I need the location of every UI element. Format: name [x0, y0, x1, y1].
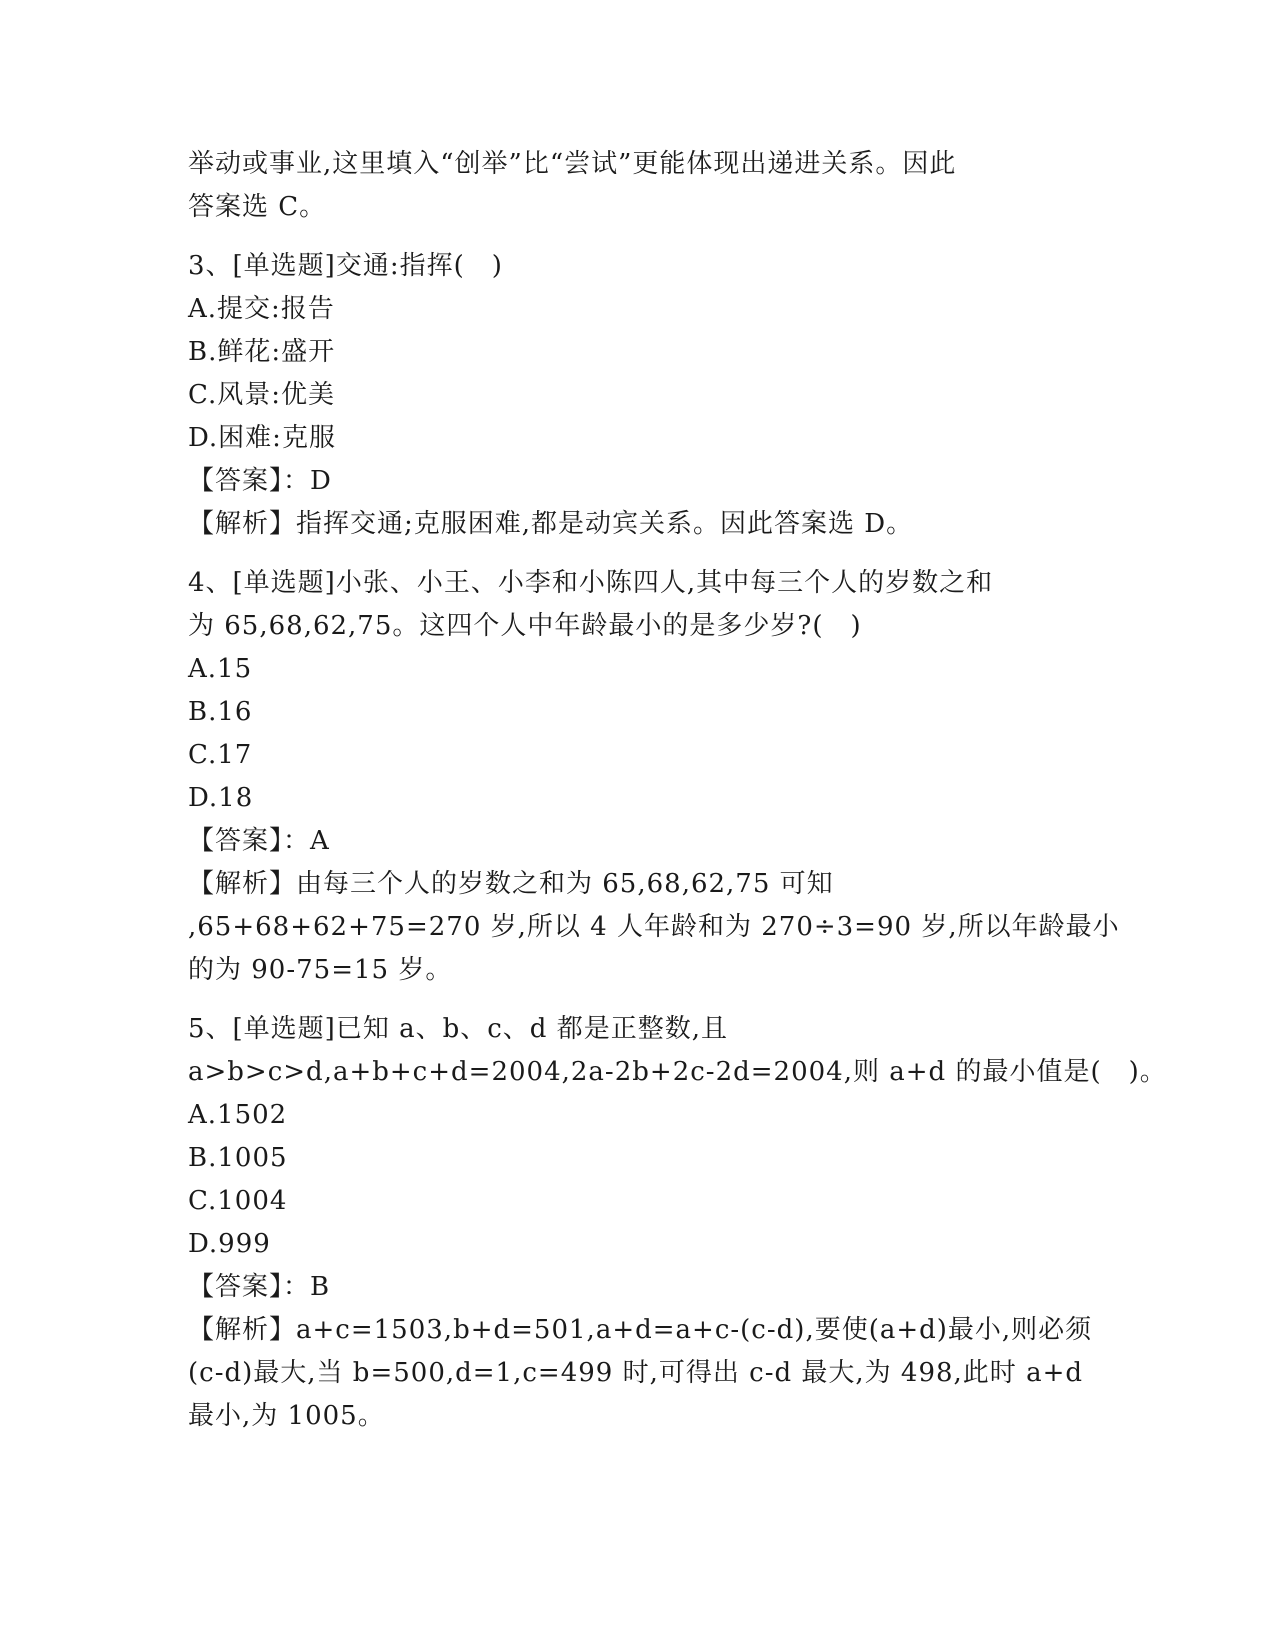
question-stem: 4、[单选题]小张、小王、小李和小陈四人,其中每三个人的岁数之和 [188, 568, 994, 598]
option-a: A.1502 [188, 1100, 288, 1130]
option-c: C.风景:优美 [188, 380, 335, 410]
option-b: B.鲜花:盛开 [188, 337, 336, 367]
answer-line: 【答案】：A [188, 826, 330, 856]
question-4 [188, 562, 1120, 992]
option-c: C.17 [188, 740, 253, 770]
option-a: A.提交:报告 [188, 294, 335, 324]
option-d: D.999 [188, 1229, 271, 1259]
option-d: D.困难:克服 [188, 423, 336, 453]
analysis-line: 【解析】指挥交通;克服困难,都是动宾关系。因此答案选 D。 [188, 509, 914, 539]
option-b: B.1005 [188, 1143, 288, 1173]
analysis-line: 【解析】a+c=1503,b+d=501,a+d=a+c-(c-d),要使(a+d)最小,则必须 [188, 1315, 1093, 1345]
intro-line: 举动或事业,这里填入“创举”比“尝试”更能体现出递进关系。因此 [188, 149, 957, 179]
analysis-line: ,65+68+62+75=270 岁,所以 4 人年龄和为 270÷3=90 岁,所以年龄最小 [188, 912, 1120, 942]
option-b: B.16 [188, 697, 253, 727]
question-5 [188, 1008, 1167, 1438]
analysis-line: 的为 90-75=15 岁。 [188, 955, 453, 985]
option-c: C.1004 [188, 1186, 288, 1216]
intro-paragraph [188, 143, 1088, 229]
analysis-line: 【解析】由每三个人的岁数之和为 65,68,62,75 可知 [188, 869, 834, 899]
question-stem: 3、[单选题]交通:指挥( ) [188, 251, 503, 281]
question-stem: 为 65,68,62,75。这四个人中年龄最小的是多少岁?( ) [188, 611, 862, 641]
question-stem: a>b>c>d,a+b+c+d=2004,2a-2b+2c-2d=2004,则 a+d 的最小值是( )。 [188, 1057, 1167, 1087]
question-stem: 5、[单选题]已知 a、b、c、d 都是正整数,且 [188, 1014, 728, 1044]
answer-line: 【答案】：B [188, 1272, 331, 1302]
question-3 [188, 245, 1088, 546]
intro-line: 答案选 C。 [188, 192, 327, 222]
option-a: A.15 [188, 654, 253, 684]
document-body [188, 143, 1167, 1438]
answer-line: 【答案】：D [188, 466, 332, 496]
analysis-line: 最小,为 1005。 [188, 1401, 385, 1431]
analysis-line: (c-d)最大,当 b=500,d=1,c=499 时,可得出 c-d 最大,为 498,此时 a+d [188, 1358, 1083, 1388]
option-d: D.18 [188, 783, 254, 813]
